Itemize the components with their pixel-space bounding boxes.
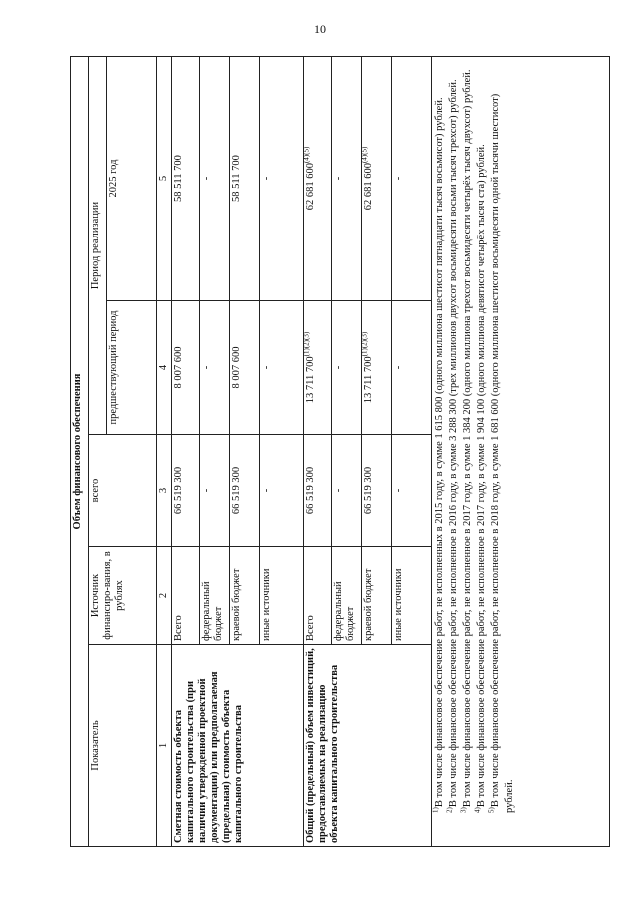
header-previous: предшествующий период (107, 301, 157, 435)
footnote-mark: 3) (459, 807, 468, 813)
footnote-text: В том числе финансовое обеспечение работ, не исполненное в 2018 году, в сумме 1 681 600 (одного миллиона шестисот восьмидесяти одной тысячи шестисот) рублей. (490, 93, 515, 813)
footnote-ref: (1)(2)(3) (302, 331, 311, 357)
column-number: 3 (157, 435, 172, 547)
amount: 62 681 600 (363, 163, 374, 211)
column-number: 4 (157, 301, 172, 435)
header-total: всего (89, 435, 157, 547)
header-source: Источник финансиро-вания, в рублях (89, 547, 157, 645)
previous-cell: - (392, 301, 432, 435)
footnote-text: В том числе финансовое обеспечение работ, не исполненных в 2015 году, в сумме 1 615 800 (одного миллиона шестисот пятнадцати тысяч восьмисот) рублей. (434, 97, 445, 808)
year-cell: - (332, 57, 362, 301)
previous-cell: 8 007 600 (230, 301, 260, 435)
source-cell: федеральный бюджет (332, 547, 362, 645)
footnote-ref: (4)(5) (360, 146, 369, 164)
rotated-sheet (70, 57, 610, 847)
source-cell: Всего (172, 547, 200, 645)
footnote (433, 60, 447, 843)
footnote-mark: 2) (445, 807, 454, 813)
year-cell (362, 57, 392, 301)
footnote (475, 60, 489, 843)
footnote-ref: (1)(2)(3) (360, 331, 369, 357)
footnote-mark: 1) (431, 807, 440, 813)
previous-cell: - (200, 301, 230, 435)
column-number: 1 (157, 645, 172, 847)
previous-cell (362, 301, 392, 435)
previous-cell: 8 007 600 (172, 301, 200, 435)
total-cell: 66 519 300 (230, 435, 260, 547)
previous-cell: - (332, 301, 362, 435)
source-cell: иные источники (392, 547, 432, 645)
header-period: Период реализации (89, 57, 107, 435)
year-cell: - (392, 57, 432, 301)
source-cell: федеральный бюджет (200, 547, 230, 645)
indicator-estimated-cost: Сметная стоимость объекта капитального строительства (при наличии утвержденной проектной документации) или предполагаемая (предельная) стоимость объекта капитального строительства (172, 645, 304, 847)
footnotes-block (432, 57, 610, 847)
source-cell: иные источники (260, 547, 304, 645)
total-cell: - (392, 435, 432, 547)
total-cell: - (332, 435, 362, 547)
footnote-mark: 4) (473, 807, 482, 813)
total-cell: 66 519 300 (172, 435, 200, 547)
amount: 13 711 700 (363, 356, 374, 404)
table-title: Объем финансового обеспечения (71, 57, 89, 847)
footnote-text: В том числе финансовое обеспечение работ, не исполненное в 2017 году, в сумме 1 384 200 (одного миллиона трехсот восьмидесяти четырёх тысяч двухсот) рублей. (462, 69, 473, 808)
source-cell: краевой бюджет (230, 547, 260, 645)
page-number: 10 (314, 22, 326, 36)
total-cell: 66 519 300 (362, 435, 392, 547)
total-cell: 66 519 300 (304, 435, 332, 547)
year-cell: - (200, 57, 230, 301)
total-cell: - (260, 435, 304, 547)
header-2025: 2025 год (107, 57, 157, 301)
footnote-ref: (4)(5) (302, 146, 311, 164)
year-cell (304, 57, 332, 301)
footnote (489, 60, 517, 843)
footnote-text: В том числе финансовое обеспечение работ, не исполненное в 2017 году, в сумме 1 904 100 (одного миллиона девятисот четырёх тысяч ста) рублей. (476, 144, 487, 808)
column-number: 5 (157, 57, 172, 301)
financing-table (70, 56, 610, 847)
total-cell: - (200, 435, 230, 547)
amount: 13 711 700 (305, 356, 316, 404)
year-cell: - (260, 57, 304, 301)
footnote (447, 60, 461, 843)
source-cell: краевой бюджет (362, 547, 392, 645)
year-cell: 58 511 700 (172, 57, 200, 301)
footnote-mark: 5) (487, 807, 496, 813)
column-number: 2 (157, 547, 172, 645)
source-cell: Всего (304, 547, 332, 645)
previous-cell (304, 301, 332, 435)
amount: 62 681 600 (305, 163, 316, 211)
header-indicator: Показатель (89, 645, 157, 847)
indicator-investment-volume: Общий (предельный) объем инвестиций, предоставляемых на реализацию объекта капитального строительства (304, 645, 432, 847)
previous-cell: - (260, 301, 304, 435)
footnote (461, 60, 475, 843)
year-cell: 58 511 700 (230, 57, 260, 301)
footnote-text: В том числе финансовое обеспечение работ, не исполненное в 2016 году, в сумме 3 288 300 (трех миллионов двухсот восьмидесяти восьми тысяч трехсот) рублей. (448, 79, 459, 808)
